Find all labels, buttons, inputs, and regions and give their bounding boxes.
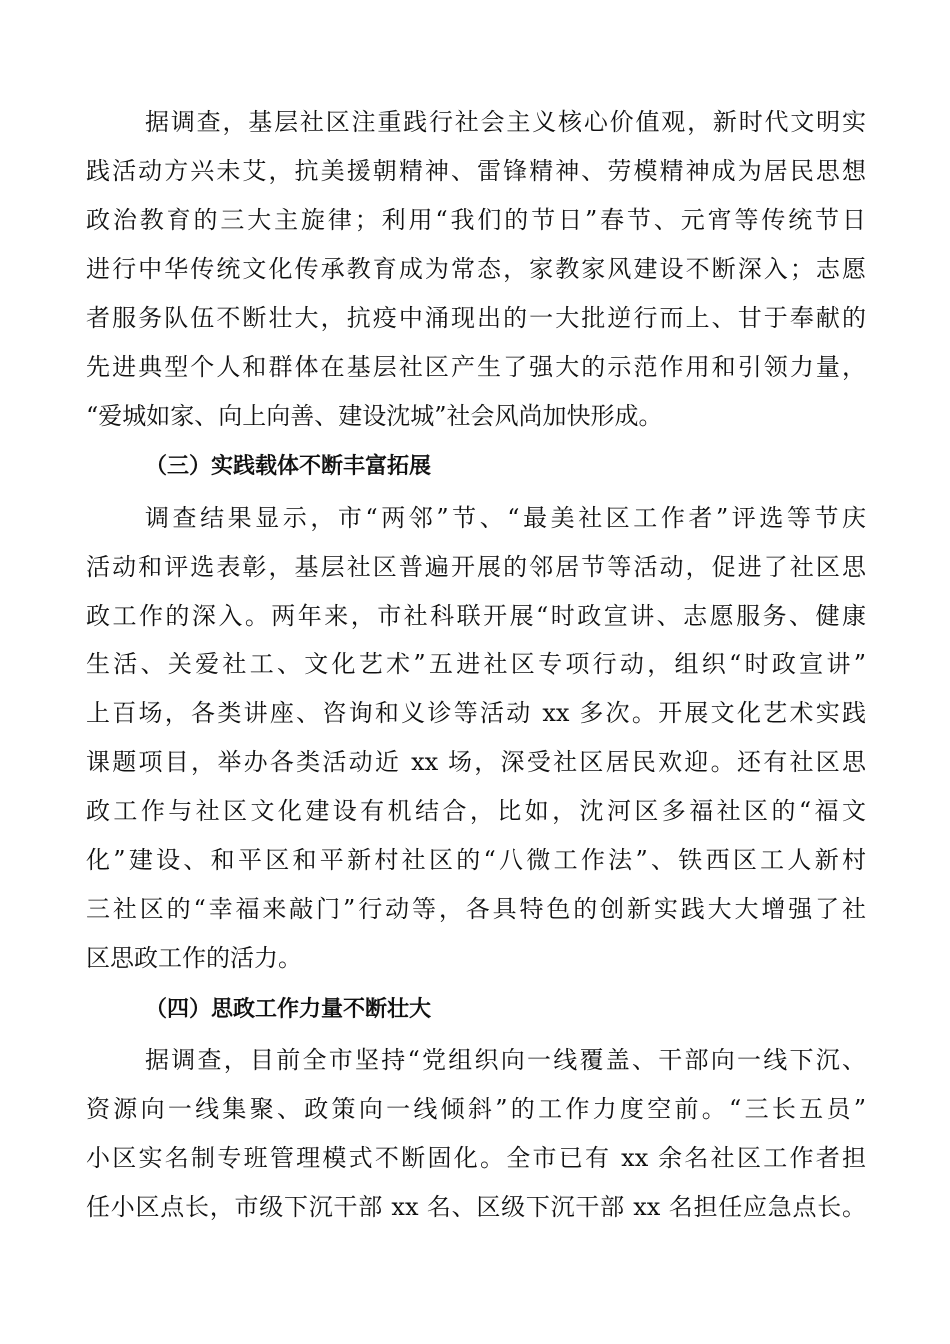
section-heading: （三）实践载体不断丰富拓展 bbox=[145, 454, 432, 479]
paragraph-line: 课题项目，举办各类活动近 xx 场，深受社区居民欢迎。还有社区思 bbox=[86, 748, 866, 776]
paragraph-line: 进行中华传统文化传承教育成为常态，家教家风建设不断深入；志愿 bbox=[86, 255, 866, 283]
paragraph-line: 践活动方兴未艾，抗美援朝精神、雷锋精神、劳模精神成为居民思想 bbox=[86, 157, 866, 185]
paragraph-line: 三社区的“幸福来敲门”行动等，各具特色的创新实践大大增强了社 bbox=[86, 895, 866, 923]
paragraph-line: 者服务队伍不断壮大，抗疫中涌现出的一大批逆行而上、甘于奉献的 bbox=[86, 304, 866, 332]
paragraph-line: 资源向一线集聚、政策向一线倾斜”的工作力度空前。“三长五员” bbox=[86, 1095, 866, 1123]
paragraph-line: 小区实名制专班管理模式不断固化。全市已有 xx 余名社区工作者担 bbox=[86, 1144, 866, 1172]
paragraph-line: 政治教育的三大主旋律；利用“我们的节日”春节、元宵等传统节日 bbox=[86, 206, 866, 234]
section-heading: （四）思政工作力量不断壮大 bbox=[145, 997, 432, 1022]
paragraph-line: 政工作的深入。两年来，市社科联开展“时政宣讲、志愿服务、健康 bbox=[86, 602, 866, 630]
paragraph-line: 任小区点长，市级下沉干部 xx 名、区级下沉干部 xx 名担任应急点长。 bbox=[86, 1193, 866, 1221]
paragraph-line: 活动和评选表彰，基层社区普遍开展的邻居节等活动，促进了社区思 bbox=[86, 553, 866, 581]
paragraph-line: 先进典型个人和群体在基层社区产生了强大的示范作用和引领力量， bbox=[86, 353, 866, 381]
paragraph-line: “爱城如家、向上向善、建设沈城”社会风尚加快形成。 bbox=[86, 402, 663, 430]
paragraph-line: 政工作与社区文化建设有机结合，比如，沈河区多福社区的“福文 bbox=[86, 797, 866, 825]
paragraph-line: 调查结果显示，市“两邻”节、“最美社区工作者”评选等节庆 bbox=[145, 504, 866, 532]
paragraph-line: 区思政工作的活力。 bbox=[86, 944, 302, 972]
paragraph-line: 据调查，基层社区注重践行社会主义核心价值观，新时代文明实 bbox=[145, 108, 866, 136]
paragraph-line: 化”建设、和平区和平新村社区的“八微工作法”、铁西区工人新村 bbox=[86, 846, 866, 874]
paragraph-line: 据调查，目前全市坚持“党组织向一线覆盖、干部向一线下沉、 bbox=[145, 1046, 866, 1074]
paragraph-line: 生活、关爱社工、文化艺术”五进社区专项行动，组织“时政宣讲” bbox=[86, 650, 866, 678]
paragraph-line: 上百场，各类讲座、咨询和义诊等活动 xx 多次。开展文化艺术实践 bbox=[86, 699, 866, 727]
